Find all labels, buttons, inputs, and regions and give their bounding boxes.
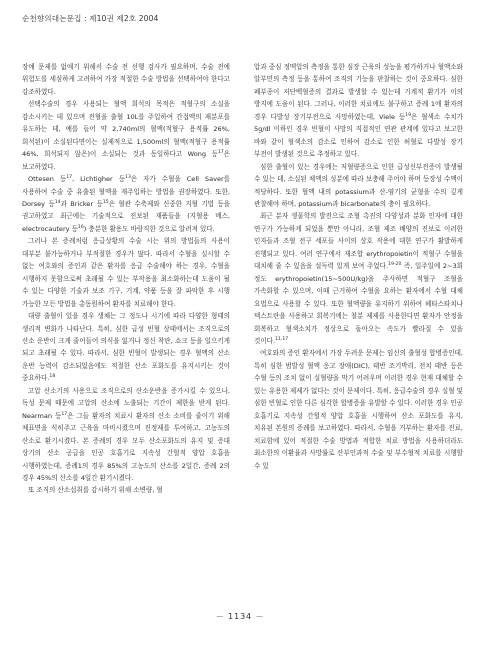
page-number: － 1134 －	[215, 611, 265, 621]
citation-marker: 11,17	[275, 336, 289, 342]
paragraph: 장애 문제를 없애기 위해서 수술 전 선행 검사가 필요하며, 수술 전에 위험도를 세심하게 고려하여 가장 적절한 수술 방법을 선택하여야 한다고 강조하였다.	[22, 63, 230, 96]
citation-marker: 17	[66, 175, 73, 181]
right-column	[254, 61, 463, 472]
citation-marker: 19	[405, 112, 412, 118]
citation-marker: 15	[102, 199, 109, 205]
paragraph: Ottesen 등$^{17}$, Lichtigher 등$^{13}$은 자가 수혈을 Cell Saver를 사용하여 수술 중 유출된 혈액을 재주입하는 방법을 권장하였다. 또한, Dorsey 등$^{14}$과 Bricker 등$^{15}$은 혈관 수축제와 신중한 지혈 기법 등을 권고하였고 최근에는 기술적으로 진보된 재품들을 (지혈용 메스, electrocautery 등$^{16}$) 충분한 활용도 바람직한 것으로 알려져 있다.	[22, 175, 231, 233]
citation-marker: 14	[54, 199, 61, 205]
citation-marker: 13	[125, 175, 131, 181]
paragraph: 압과 중심 정맥압의 측정을 통한 심장 근육의 성능을 평가하거나 혈액소와 알부민의 측정 등을 통하여 조직의 기능을 판찰하는 것이 중요하다. 심한 폐부종이 저단백혈증의 결과로 발생할 수 있는데 기계적 환기가 이의 방지에 도움이 된다. 그러나, 이러한 치료에도 불구하고 증례 1에 환자의 경우 다발성 장기부전으로 사망하였는데, Viele 등$^{19}$은 혈색소 수치가 5g/dl 이하인 경우 빈혈이 사망의 직접적인 연관 관계에 있다고 보고한 바와 같이 혈색소의 감소로 인하여 감소로 인한 허혈로 다발성 장기 부전이 발생된 것으로 추정하고 있다.	[254, 63, 463, 159]
paragraph: 대량 출혈이 있을 경우 생체는 그 정도나 시기에 따라 다양한 형태의 생리적 변화가 나타난다. 특히, 심한 급성 빈혈 상태에서는 조직으로의 산소 운반이 크게 줄어들어 의식을 잃거나 정신 착란, 쇼크 등을 일으키게 되고 초래될 수 있다. 따라서, 심한 빈혈이 발생되는 경우 혈액의 산소 운반 능력이 감소되었음에도 적절한 산소 포화도를 유지시키는 것이 중요하다.$^{18}$	[22, 312, 230, 383]
paragraph: 또 조직의 산소섭취를 감시하기 위해 소변량, 혈	[28, 486, 163, 495]
paragraph: 선택수술의 경우 사용되는 혈액 희석의 목적은 적혈구의 소실을 감소시키는 데 있으며 전혈을 출혈 10L를 주입하여 간접액의 제분포를 유도하는 데, 예를 들어 약 2,740ml의 혈액(적혈구 용적률 26%, 희석된)이 소실된다면이는 실제적으로 1,500ml의 혈액(적혈구 용적률 46%, 희석되지 않은)이 소실되는 것과 동일하다고 Wong 등$^{17}$은 보고하였다.	[22, 100, 230, 171]
citation-marker: 16	[77, 224, 84, 230]
paragraph: 심한 출혈이 있는 경우에는 저혈량증으로 인한 급성신부전증이 발생될 수 있는 데, 소실된 체액의 성분에 따라 보충해 주어야 하며 등장성 수액이 적당하다. 또한 혈액 내의 potassium과 산-염기의 균형을 수의 깊게 관찰해야 하며, potassium과 bicarbonate의 충이 필요하다.	[254, 162, 463, 208]
citation-marker: 17	[217, 150, 224, 156]
paragraph: 여호와의 증인 환자에서 가장 두려운 문제는 임신의 출혈성 합병증인데, 특히 심한 범발성 혈액 응고 장애(DIC), 태반 조기박리, 전치 태반 등은 수혈 등의 조치 없이 실혈량을 막기 어려우며 이러한 경우 현재 대체할 수 있는 유용한 제제가 없다는 것이 문제이다. 특히, 응급수술의 경우 실혈 및 심한 빈혈로 인한 다른 심각한 합병증을 유발할 수 있다. 이러한 경우 인공 호흡기로 지속성 간헐적 양압 호흡을 시행하여 산소 포화도를 유지, 치유된 본원의 증례를 보고하였다. 따라서, 수혈을 거부하는 환자를 진료, 치료함에 있어 적절한 수술 방법과 적합한 치료 방법을 사용하더라도 최소한의 이환율과 사망률로 산부인과적 수술 및 부수혈적 치료를 시행할 수 있	[254, 349, 463, 470]
left-column	[22, 61, 230, 497]
journal-header: 순천향의대논문집 : 제10권 제2호 2004	[22, 14, 159, 23]
citation-marker: 19-20	[388, 262, 402, 268]
citation-marker: 17	[61, 411, 68, 417]
paragraph: 최근 분자 생물학의 발전으로 조혈 촉진의 다양성과 분화 인자에 대한 연구가 가능하게 되었을 뿐만 아니라, 조혈 제조 배양의 진보로 이러한 인자들과 조혈 전구 세포들 사이의 상호 작용에 대한 연구가 활발하게 진행되고 있다. 여러 연구에서 재조합 erythropoietin이 적혈구 수혈을 대치해 줄 수 있음을 설득력 있게 보여 주었다.$^{19-20}$ 즉, 일주일에 2~3회 정도 erythropoietin(15~500U/kg)을 주사하면 적혈구 조혈을 가속화할 수 있으며, 이때 근거하여 수혈을 요하는 환자에서 수혈 대체 요법으로 사용할 수 있다. 또한 혈액량을 유지하기 위하여 헤타스타치나 덱스트란을 사용하고 회복기에는 철분 제제를 사용한다면 환자가 안정을 회복하고 혈색소치가 정상으로 돌아오는 속도가 빨라질 수 있을 것이다.$^{11,17}$	[254, 212, 463, 345]
citation-marker: 18	[49, 374, 56, 380]
paragraph: 그러나 본 증례처럼 응급상황의 수술 시는 위의 방법들의 사용이 대부분 불가능하거나 부적절한 경우가 많다. 따라서 수혈을 실시할 수 없는 여호와의 증인과 같은 환자를 응급 수술해야 하는 경우, 수혈을 시행하지 못함으로써 초래될 수 있는 부작용을 최소화하는데 도움이 될 수 있는 다양한 기술과 보조 기구, 기계, 약품 등을 잘 파악한 후 시행 가능한 모든 방법을 총동원하여 환자를 치료해야 한다.	[22, 237, 230, 308]
paragraph: 고압 산소기의 사용으로 조직으로의 산소운반을 증가시킬 수 있으나, 독성 문제 때문에 고압의 산소에 노출되는 기간이 제한을 받게 된다. Nearman 등$^{17}$은 그들 환자의 치료시 환자의 산소 소비를 줄이기 위해 체표면을 식히주고 근육을 마비시켰으며 진정제를 투여하고, 고농도의 산소로 환기시켰다. 본 증례의 경우 모두 산소포화도의 유지 및 증대 상기의 산소 공급을 인공 호흡기로 지속성 간헐적 양압 호흡을 시행하였는데, 증례1의 경우 85%의 고농도의 산소를 2일간, 증례 2의 경우 45%의 산소를 4일간 환기시켰다.	[22, 386, 230, 482]
